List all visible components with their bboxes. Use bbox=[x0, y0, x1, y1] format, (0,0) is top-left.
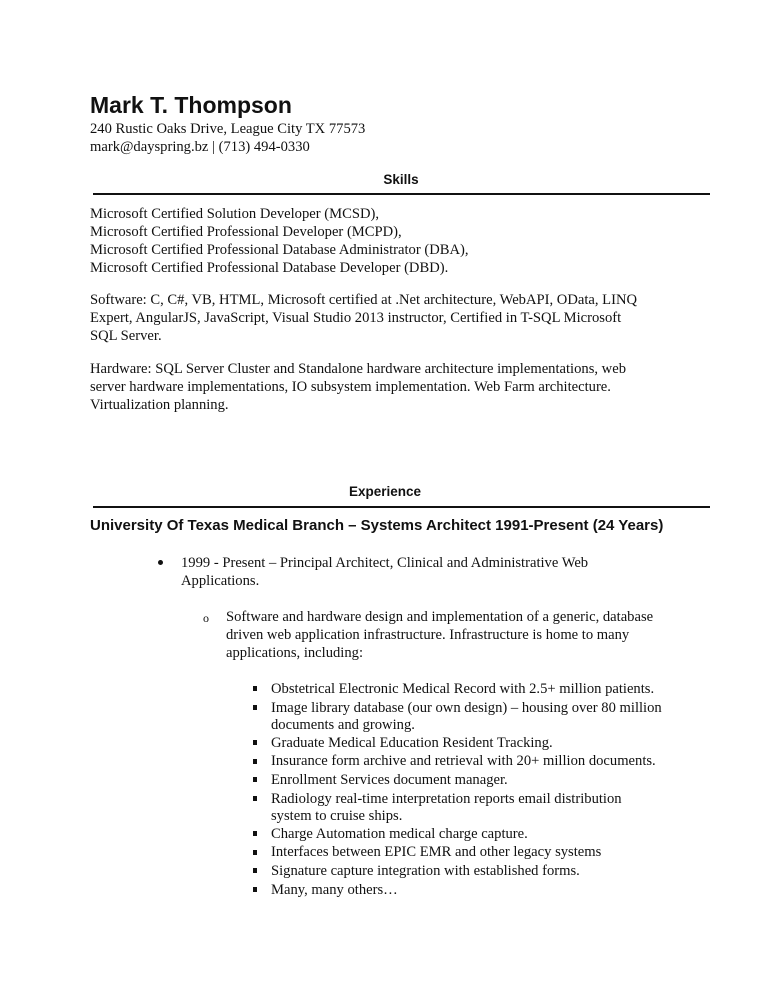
app-item: Signature capture integration with established forms. bbox=[271, 863, 580, 879]
square-bullet-icon bbox=[253, 868, 257, 873]
summary-line: applications, including: bbox=[226, 645, 363, 661]
app-item: Many, many others… bbox=[271, 882, 398, 898]
app-item: Graduate Medical Education Resident Tracking. bbox=[271, 735, 553, 751]
hardware-line: Virtualization planning. bbox=[90, 397, 229, 413]
app-item: Radiology real-time interpretation reports email distribution bbox=[271, 791, 622, 807]
circle-bullet-icon: o bbox=[203, 611, 209, 625]
certification-line: Microsoft Certified Professional Developer (MCPD), bbox=[90, 224, 402, 240]
software-line: SQL Server. bbox=[90, 328, 162, 344]
square-bullet-icon bbox=[253, 759, 257, 764]
app-item: Charge Automation medical charge capture. bbox=[271, 826, 528, 842]
square-bullet-icon bbox=[253, 850, 257, 855]
job-title: University Of Texas Medical Branch – Systems Architect 1991-Present (24 Years) bbox=[90, 517, 664, 534]
square-bullet-icon bbox=[253, 686, 257, 691]
square-bullet-icon bbox=[253, 831, 257, 836]
certification-line: Microsoft Certified Professional Database Administrator (DBA), bbox=[90, 242, 469, 258]
experience-heading-text: Experience bbox=[348, 484, 422, 499]
bullet-icon bbox=[158, 560, 163, 565]
skills-heading bbox=[0, 171, 768, 189]
square-bullet-icon bbox=[253, 740, 257, 745]
square-bullet-icon bbox=[253, 887, 257, 892]
app-item: Insurance form archive and retrieval with 20+ million documents. bbox=[271, 753, 656, 769]
app-item: Obstetrical Electronic Medical Record with 2.5+ million patients. bbox=[271, 681, 655, 697]
contact-info: mark@dayspring.bz | (713) 494-0330 bbox=[90, 139, 310, 155]
app-item-continued: system to cruise ships. bbox=[271, 808, 403, 824]
certification-line: Microsoft Certified Solution Developer (MCSD), bbox=[90, 206, 379, 222]
hardware-line: server hardware implementations, IO subsystem implementation. Web Farm architecture. bbox=[90, 379, 611, 395]
experience-heading bbox=[0, 483, 768, 501]
summary-line: driven web application infrastructure. Infrastructure is home to many bbox=[226, 627, 630, 643]
certification-line: Microsoft Certified Professional Database Developer (DBD). bbox=[90, 260, 449, 276]
role-line: Applications. bbox=[181, 573, 260, 589]
app-item: Enrollment Services document manager. bbox=[271, 772, 508, 788]
app-item: Image library database (our own design) – housing over 80 million bbox=[271, 700, 662, 716]
square-bullet-icon bbox=[253, 777, 257, 782]
experience-divider bbox=[93, 506, 710, 508]
role-line: 1999 - Present – Principal Architect, Clinical and Administrative Web bbox=[181, 555, 589, 571]
software-line: Expert, AngularJS, JavaScript, Visual Studio 2013 instructor, Certified in T-SQL Microsoft bbox=[90, 310, 622, 326]
square-bullet-icon bbox=[253, 705, 257, 710]
skills-divider bbox=[93, 193, 710, 195]
hardware-line: Hardware: SQL Server Cluster and Standalone hardware architecture implementations, web bbox=[90, 361, 626, 377]
summary-line: Software and hardware design and implementation of a generic, database bbox=[226, 609, 654, 625]
software-line: Software: C, C#, VB, HTML, Microsoft certified at .Net architecture, WebAPI, OData, LINQ bbox=[90, 292, 638, 308]
skills-heading-text: Skills bbox=[383, 172, 419, 187]
app-item-continued: documents and growing. bbox=[271, 717, 415, 733]
candidate-name: Mark T. Thompson bbox=[90, 92, 292, 118]
app-item: Interfaces between EPIC EMR and other legacy systems bbox=[271, 844, 602, 860]
address: 240 Rustic Oaks Drive, League City TX 77573 bbox=[90, 121, 366, 137]
square-bullet-icon bbox=[253, 796, 257, 801]
